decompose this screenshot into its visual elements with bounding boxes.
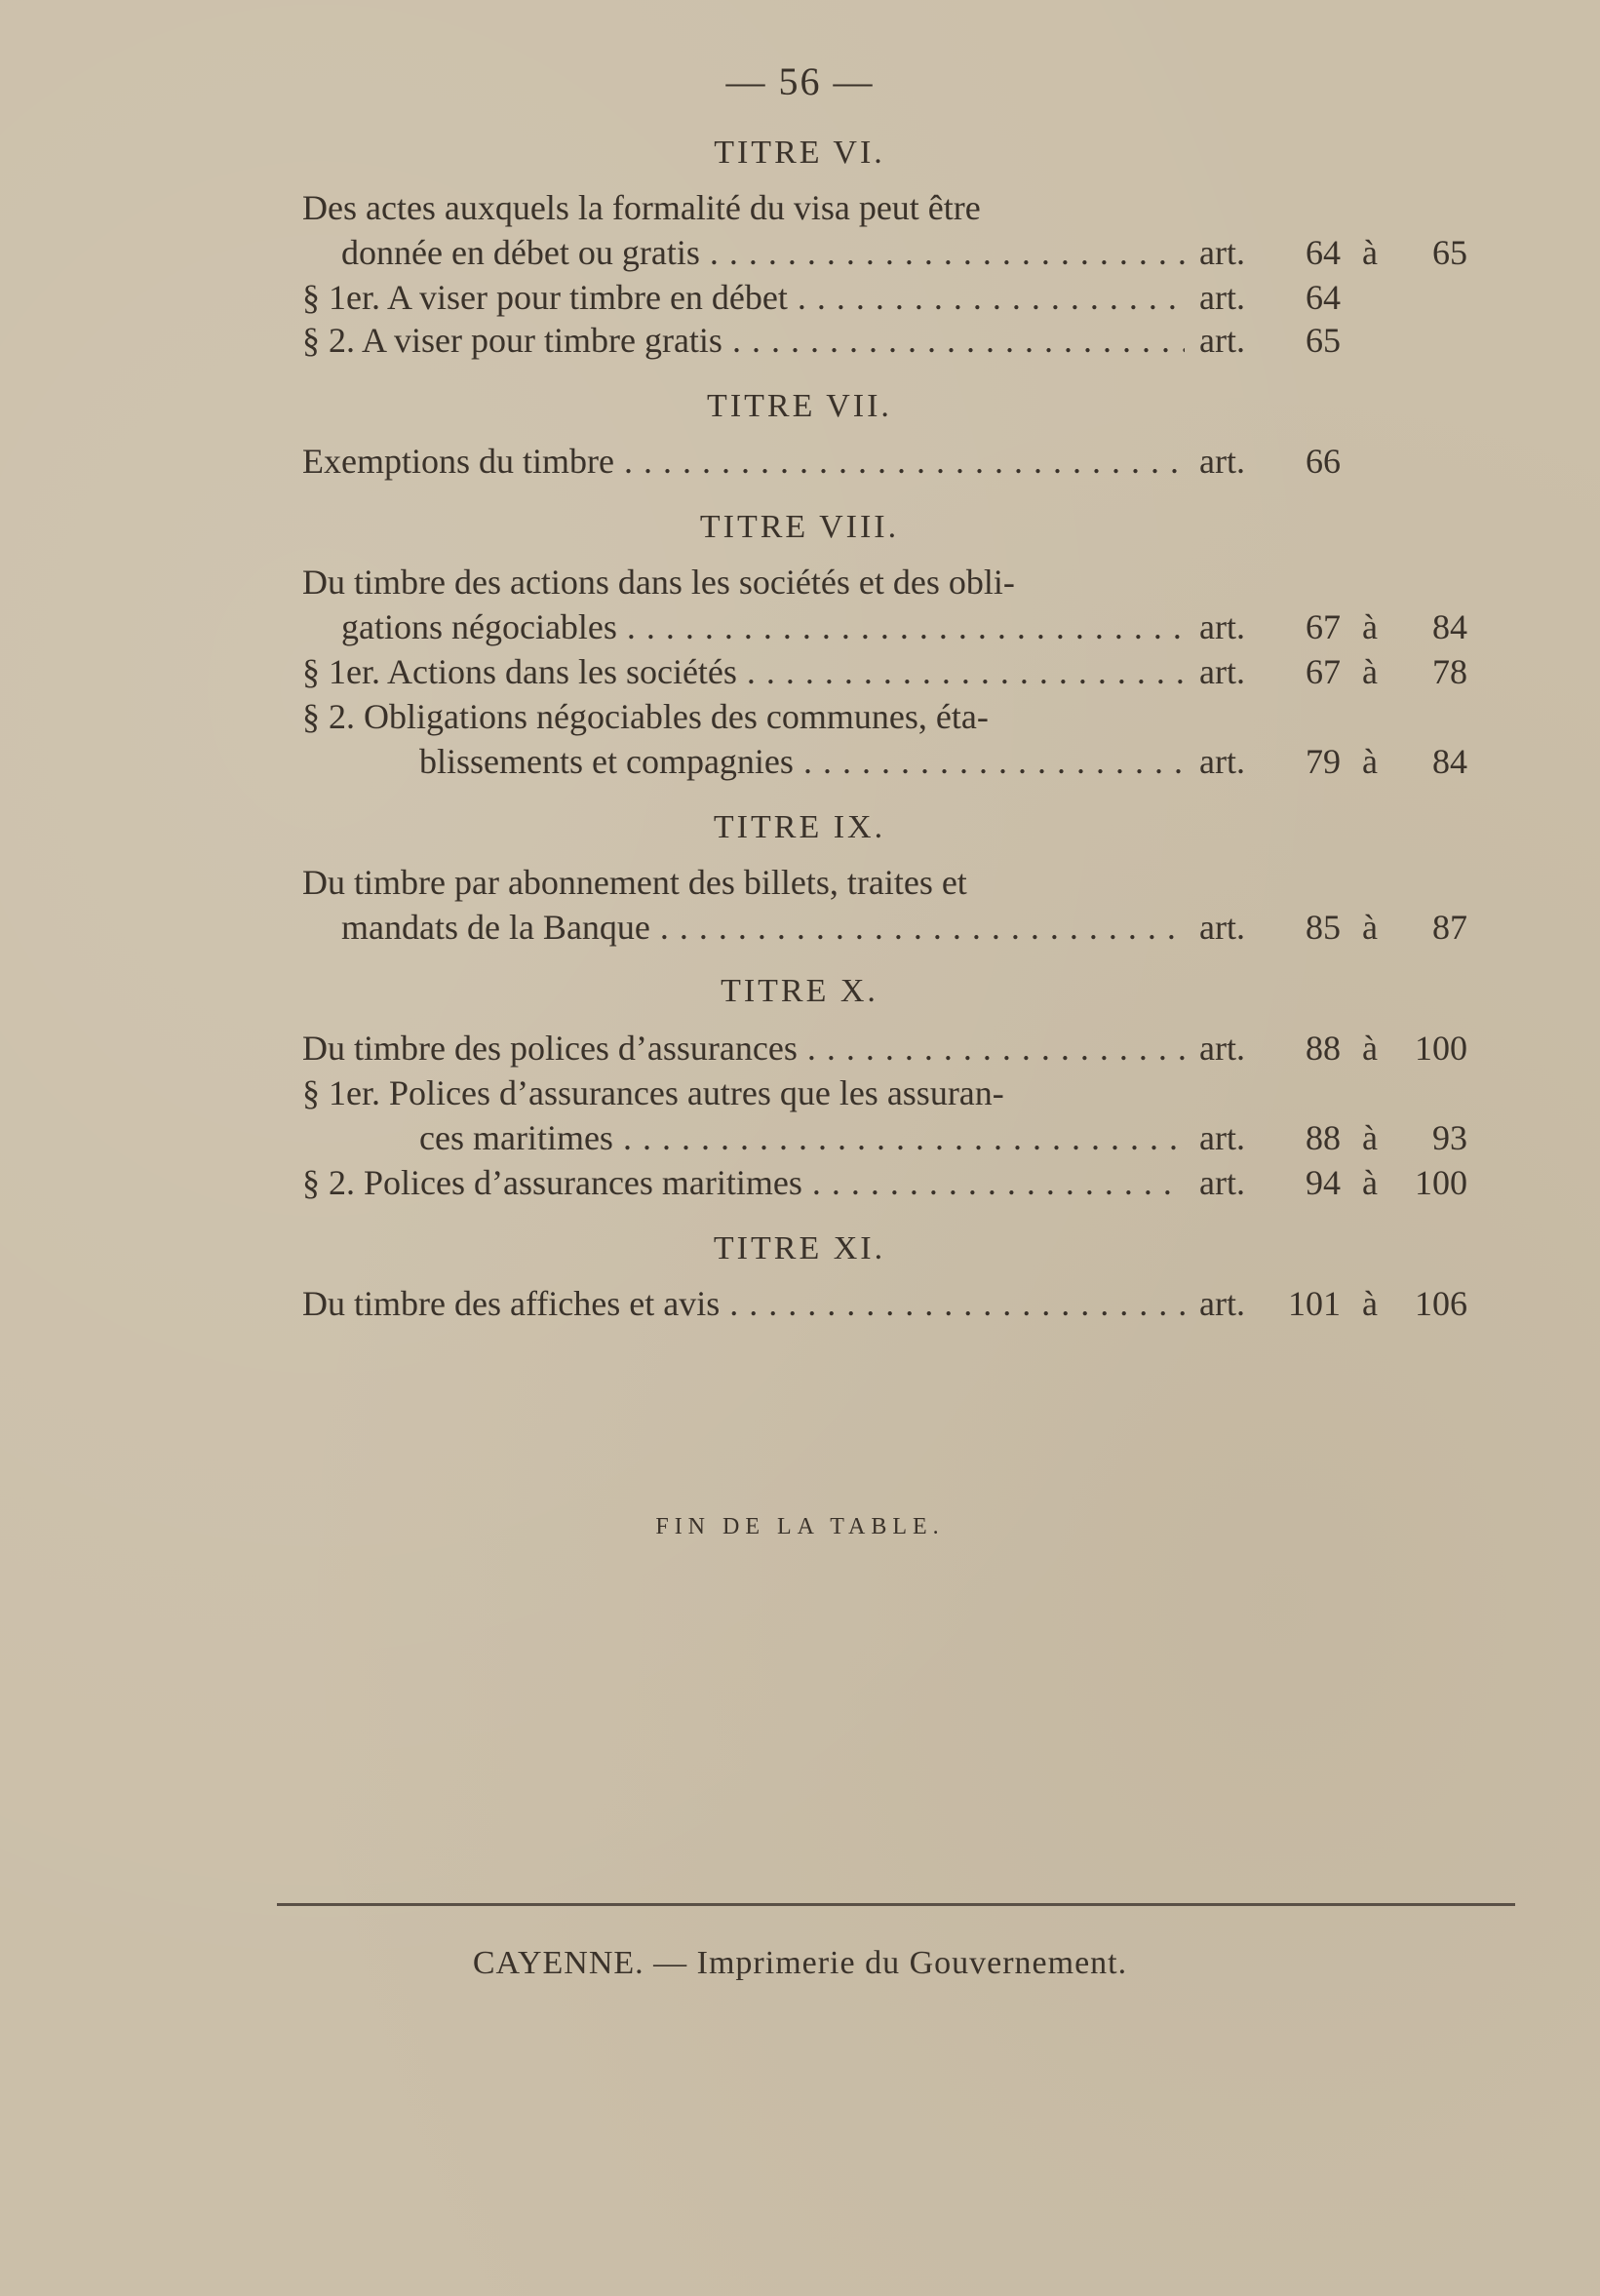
entry-text: § 2. Polices d’assurances maritimes . . . [302, 1160, 1185, 1205]
article-to: 87 [1432, 908, 1467, 947]
entry-text: Du timbre des affiches et avis . . . [302, 1281, 1185, 1326]
entry-text: Exemptions du timbre . . . [302, 439, 1185, 484]
page-number: — 56 — [725, 59, 875, 103]
article-to: 100 [1415, 1163, 1467, 1202]
range-separator: à [1362, 233, 1378, 272]
art-label: art. [1199, 1163, 1245, 1202]
article-to: 78 [1432, 652, 1467, 691]
toc-entry [302, 1160, 1467, 1205]
article-from: 88 [1306, 1118, 1341, 1157]
article-to: 100 [1415, 1029, 1467, 1068]
art-label: art. [1199, 278, 1245, 317]
footer-rule [277, 1903, 1515, 1906]
range-separator: à [1362, 908, 1378, 947]
section-title: TITRE VIII. [699, 509, 900, 545]
entry-text: § 1er. A viser pour timbre en débet . . . [302, 275, 1185, 320]
entry-heading-line: Du timbre des actions dans les sociétés et des obli- [302, 563, 1015, 602]
article-from: 85 [1306, 908, 1341, 947]
range-separator: à [1362, 1163, 1378, 1202]
toc-entry [302, 275, 1463, 320]
toc-entry [302, 604, 1467, 649]
entry-heading-line: § 2. Obligations négociables des communes, éta- [302, 697, 989, 736]
toc-entry [302, 649, 1467, 694]
entry-text: § 2. A viser pour timbre gratis . . . [302, 318, 1185, 363]
range-separator: à [1362, 1284, 1378, 1323]
article-to: 93 [1432, 1118, 1467, 1157]
toc-entry [302, 1026, 1467, 1070]
section-title: TITRE VI. [714, 135, 885, 171]
article-to: 106 [1415, 1284, 1467, 1323]
art-label: art. [1199, 321, 1245, 360]
article-from: 94 [1306, 1163, 1341, 1202]
entry-heading-line: Du timbre par abonnement des billets, traites et [302, 863, 967, 902]
entry-text: ces maritimes . . . [419, 1115, 1185, 1160]
art-label: art. [1199, 442, 1245, 481]
printer-imprint: CAYENNE. — Imprimerie du Gouvernement. [472, 1945, 1128, 1981]
article-from: 64 [1306, 233, 1341, 272]
toc-entry [302, 1115, 1467, 1160]
toc-entry [302, 230, 1467, 275]
toc-entry [302, 1281, 1467, 1326]
toc-entry [302, 905, 1467, 950]
end-of-table-label: FIN DE LA TABLE. [655, 1514, 945, 1539]
range-separator: à [1362, 742, 1378, 781]
art-label: art. [1199, 1118, 1245, 1157]
article-from: 64 [1306, 278, 1341, 317]
art-label: art. [1199, 908, 1245, 947]
art-label: art. [1199, 1029, 1245, 1068]
range-separator: à [1362, 652, 1378, 691]
article-from: 101 [1288, 1284, 1341, 1323]
range-separator: à [1362, 607, 1378, 646]
toc-entry [302, 318, 1463, 363]
section-title: TITRE IX. [713, 809, 886, 845]
article-from: 67 [1306, 652, 1341, 691]
entry-text: § 1er. Actions dans les sociétés . . . [302, 649, 1185, 694]
art-label: art. [1199, 742, 1245, 781]
art-label: art. [1199, 652, 1245, 691]
toc-entry [302, 739, 1467, 784]
section-title: TITRE XI. [713, 1230, 886, 1266]
entry-heading-line: § 1er. Polices d’assurances autres que les assuran- [302, 1073, 1004, 1112]
entry-text: donnée en débet ou gratis . . . [341, 230, 1185, 275]
toc-entry [302, 439, 1463, 484]
entry-text: mandats de la Banque . . . [341, 905, 1185, 950]
art-label: art. [1199, 1284, 1245, 1323]
article-to: 84 [1432, 742, 1467, 781]
article-from: 79 [1306, 742, 1341, 781]
article-from: 66 [1306, 442, 1341, 481]
article-from: 67 [1306, 607, 1341, 646]
article-to: 84 [1432, 607, 1467, 646]
section-title: TITRE X. [721, 973, 878, 1009]
entry-text: gations négociables . . . [341, 604, 1185, 649]
article-from: 88 [1306, 1029, 1341, 1068]
article-to: 65 [1432, 233, 1467, 272]
article-from: 65 [1306, 321, 1341, 360]
entry-heading-line: Des actes auxquels la formalité du visa peut être [302, 188, 981, 227]
section-title: TITRE VII. [707, 388, 892, 424]
art-label: art. [1199, 607, 1245, 646]
range-separator: à [1362, 1029, 1378, 1068]
entry-text: Du timbre des polices d’assurances . . . [302, 1026, 1185, 1070]
range-separator: à [1362, 1118, 1378, 1157]
art-label: art. [1199, 233, 1245, 272]
entry-text: blissements et compagnies . . . [419, 739, 1185, 784]
